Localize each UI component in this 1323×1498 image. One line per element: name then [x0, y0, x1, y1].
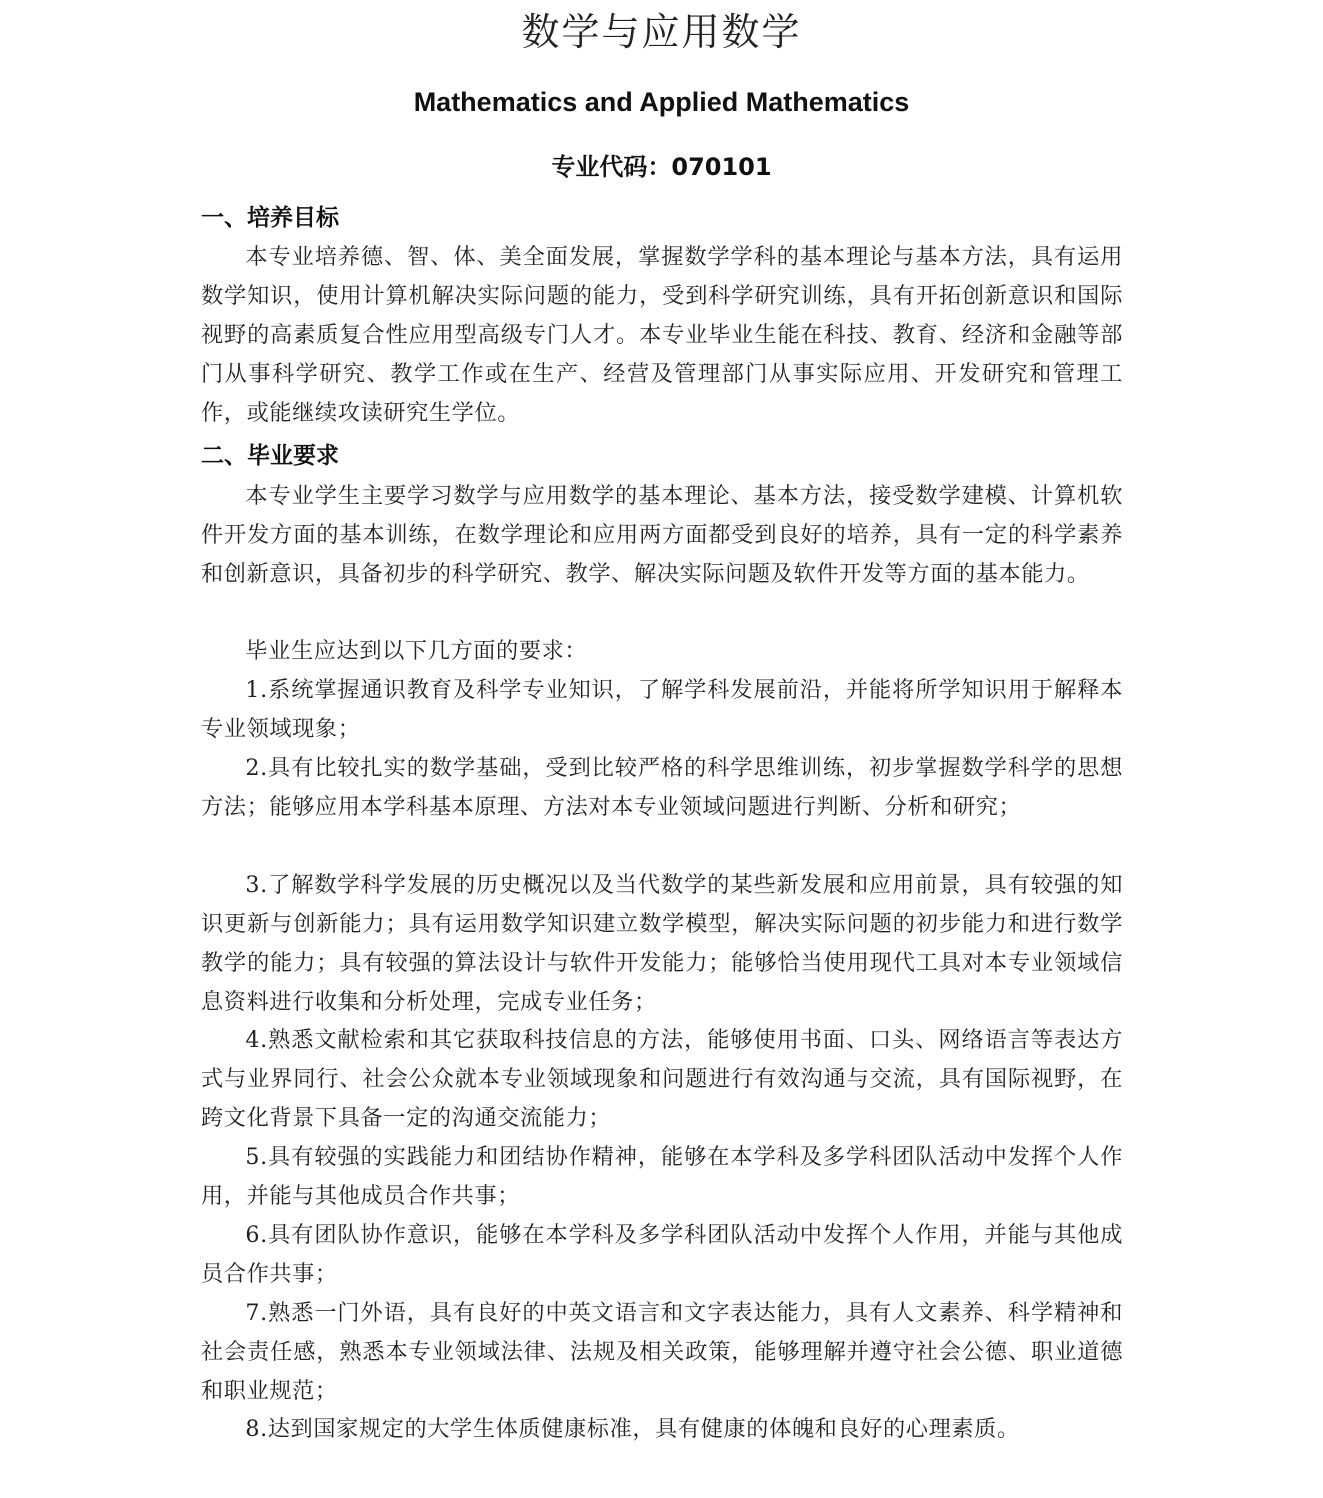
- section-heading-training-objective: 一、培养目标: [201, 205, 339, 231]
- page-subtitle-english: Mathematics and Applied Mathematics: [413, 87, 910, 117]
- paragraph-training-objective: 本专业培养德、智、体、美全面发展，掌握数学学科的基本理论与基本方法，具有运用数学知识，使用计算机解决实际问题的能力，受到科学研究训练，具有开拓创新意识和国际视野的高素质复合性应用型高级专门人才。本专业毕业生能在科技、教育、经济和金融等部门从事科学研究、教学工作或在生产、经营及管理部门从事实际应用、开发研究和管理工作，或能继续攻读研究生学位。: [201, 244, 1123, 426]
- requirement-item-2: 2.具有比较扎实的数学基础，受到比较严格的科学思维训练，初步掌握数学科学的思想方法；能够应用本学科基本原理、方法对本专业领域问题进行判断、分析和研究；: [201, 755, 1123, 820]
- requirement-item-8: 8.达到国家规定的大学生体质健康标准，具有健康的体魄和良好的心理素质。: [245, 1416, 1020, 1442]
- major-code: 专业代码：070101: [551, 153, 772, 181]
- requirement-item-6: 6.具有团队协作意识，能够在本学科及多学科团队活动中发挥个人作用，并能与其他成员合作共事；: [201, 1222, 1123, 1287]
- paragraph-requirements-lead: 毕业生应达到以下几方面的要求：: [245, 638, 588, 664]
- requirement-item-7: 7.熟悉一门外语，具有良好的中英文语言和文字表达能力，具有人文素养、科学精神和社会责任感，熟悉本专业领域法律、法规及相关政策，能够理解并遵守社会公德、职业道德和职业规范；: [201, 1300, 1123, 1404]
- requirement-item-1: 1.系统掌握通识教育及科学专业知识，了解学科发展前沿，并能将所学知识用于解释本专业领域现象；: [201, 677, 1123, 742]
- requirement-item-5: 5.具有较强的实践能力和团结协作精神，能够在本学科及多学科团队活动中发挥个人作用，并能与其他成员合作共事；: [201, 1144, 1123, 1209]
- page-title: 数学与应用数学: [521, 10, 802, 54]
- paragraph-graduation-intro: 本专业学生主要学习数学与应用数学的基本理论、基本方法，接受数学建模、计算机软件开发方面的基本训练，在数学理论和应用两方面都受到良好的培养，具有一定的科学素养和创新意识，具备初步的科学研究、教学、解决实际问题及软件开发等方面的基本能力。: [201, 483, 1123, 587]
- section-heading-graduation-requirements: 二、毕业要求: [201, 443, 339, 469]
- requirement-item-3: 3.了解数学科学发展的历史概况以及当代数学的某些新发展和应用前景，具有较强的知识更新与创新能力；具有运用数学知识建立数学模型，解决实际问题的初步能力和进行数学教学的能力；具有较强的算法设计与软件开发能力；能够恰当使用现代工具对本专业领域信息资料进行收集和分析处理，完成专业任务；: [201, 872, 1123, 1015]
- requirement-item-4: 4.熟悉文献检索和其它获取科技信息的方法，能够使用书面、口头、网络语言等表达方式与业界同行、社会公众就本专业领域现象和问题进行有效沟通与交流，具有国际视野，在跨文化背景下具备一定的沟通交流能力；: [201, 1027, 1123, 1131]
